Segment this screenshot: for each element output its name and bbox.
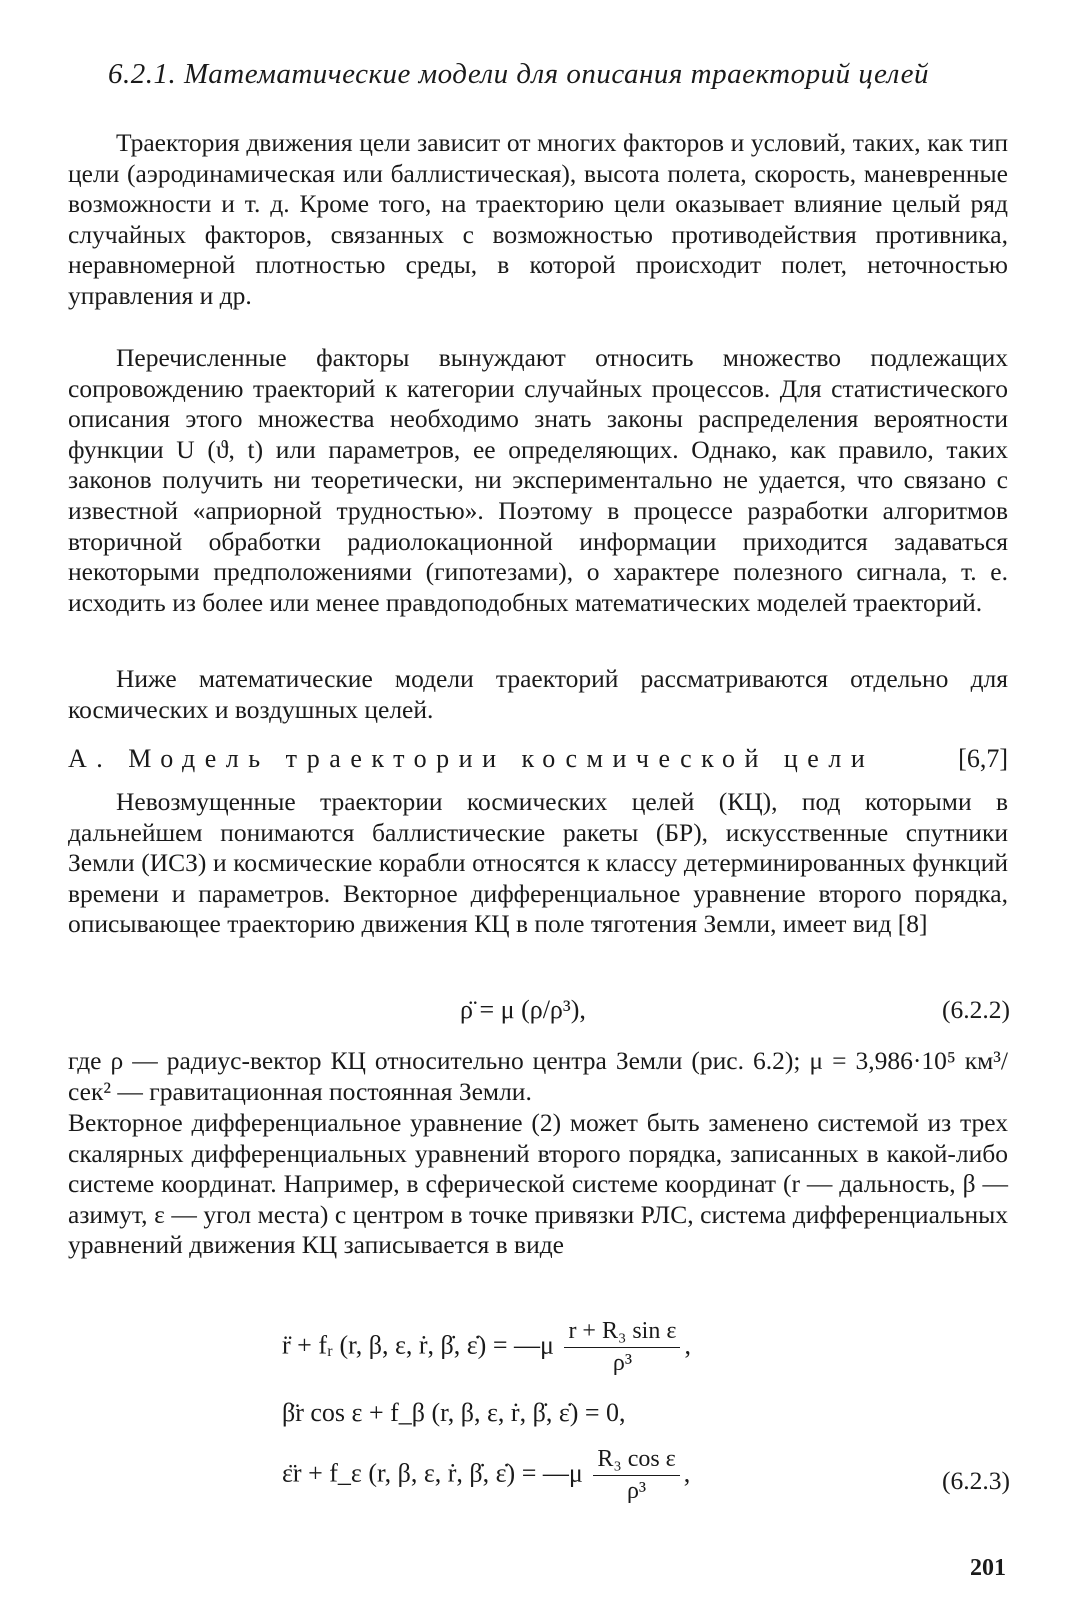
paragraph-2: Перечисленные факторы вынуждают относить множество подлежащих сопровождению траекторий к категории случайных процессов. Для статистического описания этого множества необходимо знать законы распределения вероятности функции U (ϑ, t) или параметров, ее определяющих. Однако, как правило, таких законов получить ни теоретически, ни экспериментально не удается, что связано с известной «априорной трудностью». Поэтому в процессе разработки алгоритмов вторичной обработки радиолокационной информации приходится задаваться некоторыми предположениями (гипотезами), о характере полезного сигнала, т. е. исходить из более или менее правдоподобных математических моделей траекторий. [68,343,1008,617]
system-line-3-tail: , [683,1458,691,1488]
system-line-3-denominator: ρ³ [626,1478,647,1504]
subsection-heading [68,744,1008,774]
where-clause: где ρ — радиус-вектор КЦ относительно центра Земли (рис. 6.2); μ = 3,986·10⁵ км³/сек² — гравитационная постоянная Земли. [68,1046,1008,1106]
paragraph-4: Векторное дифференциальное уравнение (2) может быть заменено системой из трех скалярных дифференциальных уравнений второго порядка, записанных в какой-либо системе координат. Например, в сферической системе координат (r — дальность, β — азимут, ε — угол места) с центром в точке привязки РЛС, система дифференциальных уравнений движения КЦ записывается в виде [68,1108,1008,1260]
equation-number-6-2-3: (6.2.3) [942,1466,1010,1495]
page-number: 201 [970,1555,1006,1581]
paragraph-3: Ниже математические модели траекторий рассматриваются отдельно для космических и воздушных целей. [68,664,1008,724]
system-line-1-fraction [564,1318,680,1377]
equation-6-2-2: ρ̈ = μ (ρ/ρ³), [460,995,586,1024]
system-line-3-numerator: R₃ cos ε [593,1446,679,1476]
system-line-3-lhs: ε̈r + f_ε (r, β, ε, ṙ, β̇, ε̇) = —μ [282,1458,583,1488]
system-line-1-denominator: ρ³ [612,1350,633,1376]
system-line-1-lhs: r̈ + fᵣ (r, β, ε, ṙ, β̇, ε̇) = —μ [282,1330,554,1360]
system-line-3 [282,1446,690,1505]
system-line-3-fraction [593,1446,679,1505]
system-line-1-numerator: r + R₃ sin ε [564,1318,680,1348]
system-line-1-tail: , [684,1330,691,1360]
section-heading: 6.2.1. Математические модели для описания траекторий целей [108,58,929,90]
subsection-title: А. Модель траектории космической цели [68,744,875,773]
equation-number-6-2-2: (6.2.2) [942,995,1010,1024]
subsection-reference: [6,7] [958,744,1008,773]
system-line-2: β̈r cos ε + f_β (r, β, ε, ṙ, β̇, ε̇) = 0, [282,1398,626,1427]
system-line-1 [282,1318,691,1377]
paragraph-after-subheading: Невозмущенные траектории космических целей (КЦ), под которыми в дальнейшем понимаются баллистические ракеты (БР), искусственные спутники Земли (ИСЗ) и космические корабли относятся к классу детерминированных функций времени и параметров. Векторное дифференциальное уравнение второго порядка, описывающее траекторию движения КЦ в поле тяготения Земли, имеет вид [8] [68,787,1008,939]
paragraph-1: Траектория движения цели зависит от многих факторов и условий, таких, как тип цели (аэродинамическая или баллистическая), высота полета, скорость, маневренные возможности и т. д. Кроме того, на траекторию цели оказывает влияние целый ряд случайных факторов, связанных с возможностью противодействия противника, неравномерной плотностью среды, в которой происходит полет, неточностью управления и др. [68,128,1008,310]
